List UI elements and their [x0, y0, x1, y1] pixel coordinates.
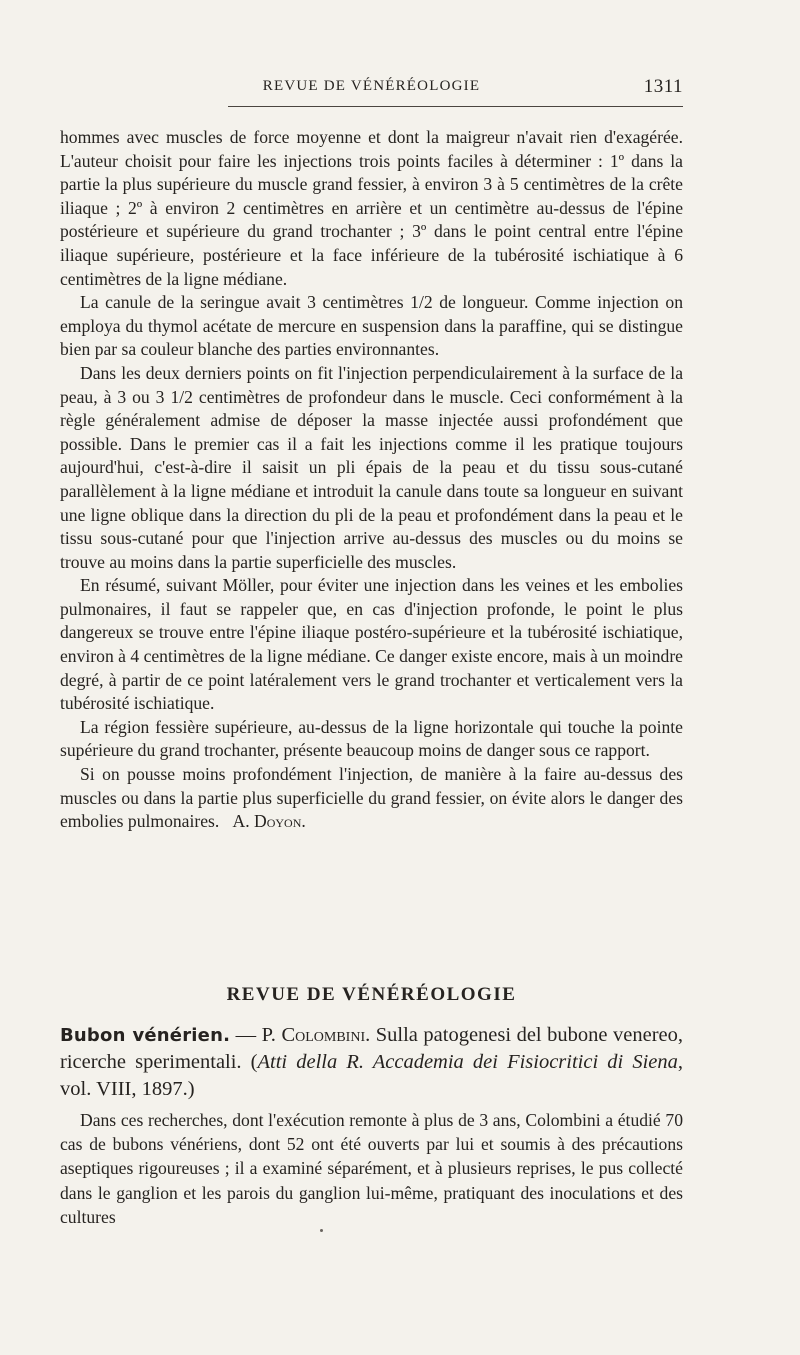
- entry-topic: Bubon vénérien.: [60, 1025, 231, 1046]
- header-rule: [228, 106, 683, 107]
- running-title: REVUE DE VÉNÉRÉOLOGIE: [262, 78, 481, 94]
- entry-summary: Dans ces recherches, dont l'exécution remonte à plus de 3 ans, Colombini a étudié 70 cas de bubons vénériens, dont 52 ont été ouverts par lui et soumis à des précautions aseptiques rigoureuses ; il a examiné séparément, et à plusieurs reprises, le pus collecté dans le ganglion et les parois du ganglion lui-même, pratiquant des inoculations et des cultures: [60, 1110, 683, 1227]
- author-signature: A. Doyon.: [232, 811, 306, 832]
- review-entry-header: [60, 1022, 683, 1103]
- body-paragraph: hommes avec muscles de force moyenne et dont la maigreur n'avait rien d'exagérée. L'auteur choisit pour faire les injections trois points faciles à déterminer : 1º dans la partie la plus supérieure du muscle grand fessier, à environ 3 à 5 centimètres de la crête iliaque ; 2º à environ 2 centimètres en arrière et un centimètre au-dessus de l'épine postérieure et supérieure du grand trochanter ; 3º dans le point central entre l'épine iliaque supérieure, postérieure et la face inférieure de la tubérosité ischiatique à 6 centimètres de la ligne médiane.: [60, 127, 683, 289]
- closing-paragraph-text: Si on pousse moins profondément l'injection, de manière à la faire au-dessus des muscles ou dans la partie plus superficielle du grand fessier, on évite alors le danger des embolies pulmonaires.: [60, 764, 683, 832]
- body-paragraph: La canule de la seringue avait 3 centimètres 1/2 de longueur. Comme injection on employa du thymol acétate de mercure en suspension dans la paraffine, qui se distingue bien par sa couleur blanche des parties environnantes.: [60, 292, 683, 360]
- entry-title: Sulla patogenesi del bubone venereo, ricerche sperimentali. (: [60, 1024, 684, 1073]
- entry-volume: , vol. VIII, 1897.): [60, 1051, 684, 1100]
- section-heading: REVUE DE VÉNÉRÉOLOGIE: [226, 984, 517, 1005]
- article-body: [60, 126, 683, 834]
- body-paragraph: La région fessière supérieure, au-dessus de la ligne horizontale qui touche la pointe supérieure du grand trochanter, présente beaucoup moins de danger sous ce rapport.: [60, 716, 683, 761]
- running-header: [60, 76, 683, 100]
- entry-author: P. Colombini.: [261, 1024, 371, 1046]
- body-paragraph: Dans les deux derniers points on fit l'injection perpendiculairement à la surface de la peau, à 3 ou 3 1/2 centimètres de profondeur dans le muscle. Ceci conformément à la règle généralement admise de déposer la masse injectée aussi profondément que possible. Dans le premier cas il a fait les injections comme il les pratique toujours aujourd'hui, c'est-à-dire il saisit un pli épais de la peau et du tissu sous-cutané parallèlement à la ligne médiane et introduit la canule dans toute sa longueur en suivant une ligne oblique dans la direction du pli de la peau et profondément dans la peau et le tissu sous-cutané pour que l'injection arrive au-dessus des muscles ou du moins se trouve au moins dans la partie superficielle des muscles.: [60, 362, 683, 572]
- closing-paragraph: [60, 763, 683, 834]
- print-speck: [320, 1229, 323, 1232]
- body-paragraph: En résumé, suivant Möller, pour éviter une injection dans les veines et les embolies pulmonaires, il faut se rappeler que, en cas d'injection profonde, le point le plus dangereux se trouve entre l'épine iliaque postéro-supérieure et la tubérosité ischiatique, environ à 4 centimètres de la ligne médiane. Ce danger existe encore, mais à un moindre degré, à partir de ce point latéralement vers le grand trochanter et verticalement vers la tubérosité ischiatique.: [60, 575, 683, 714]
- entry-source: Atti della R. Accademia dei Fisiocritici di Siena: [257, 1051, 678, 1073]
- entry-dash: —: [230, 1024, 262, 1046]
- page-number: 1311: [643, 76, 683, 97]
